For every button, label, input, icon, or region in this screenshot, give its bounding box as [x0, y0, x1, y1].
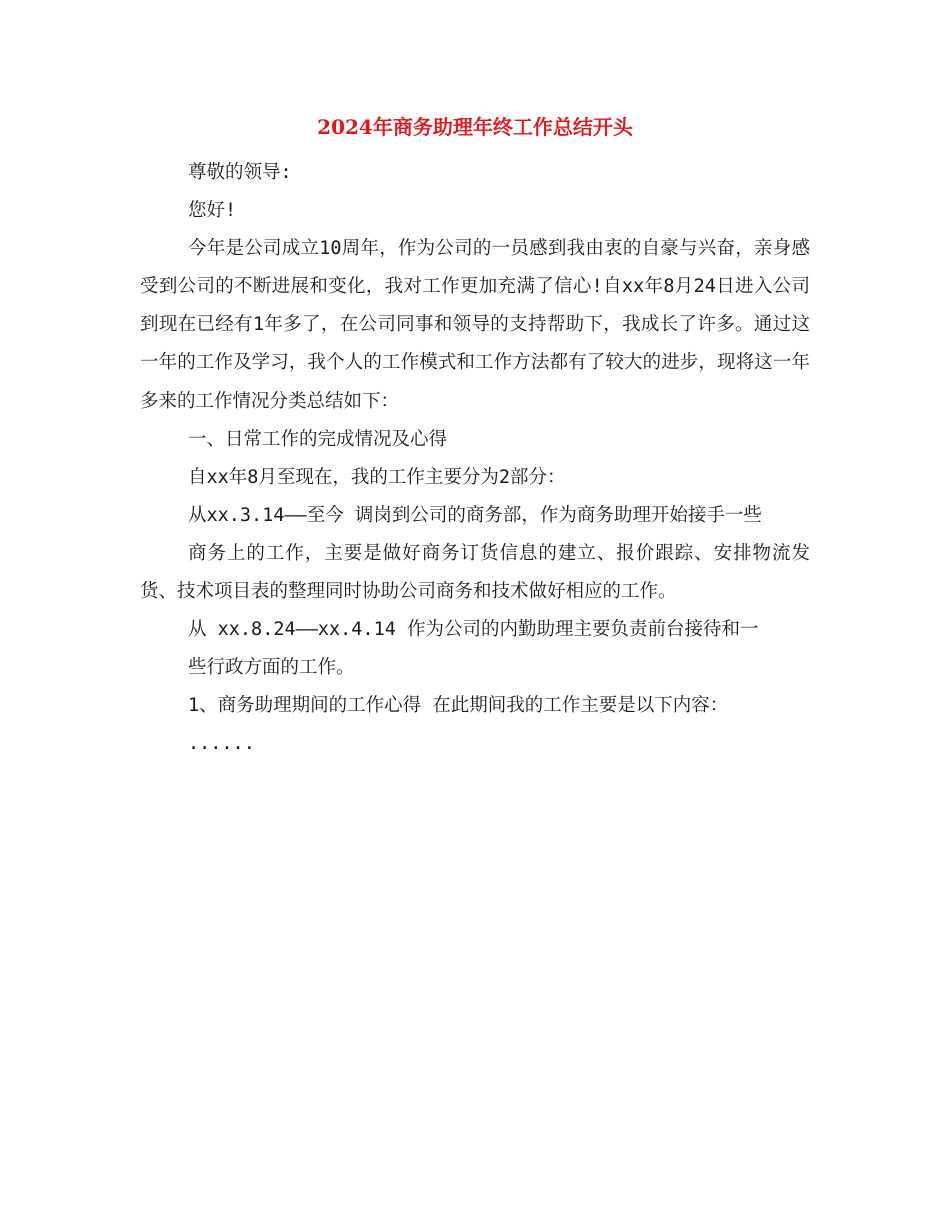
greeting: 您好!	[188, 200, 237, 222]
document-title: 2024年商务助理年终工作总结开头	[317, 115, 633, 139]
period-one-detail-paragraph: 商务上的工作，主要是做好商务订货信息的建立、报价跟踪、安排物流发货、技术项目表的整理同时协助公司商务和技术做好相应的工作。	[140, 542, 810, 603]
salutation: 尊敬的领导:	[188, 162, 292, 183]
subsection-heading: 1、商务助理期间的工作心得 在此期间我的工作主要是以下内容：	[188, 695, 729, 717]
document-body	[140, 154, 810, 764]
period-one-paragraph: 从xx.3.14——至今 调岗到公司的商务部，作为商务助理开始接手一些	[188, 504, 762, 526]
period-two-detail-paragraph: 些行政方面的工作。	[188, 657, 355, 679]
period-two-paragraph: 从 xx.8.24——xx.4.14 作为公司的内勤助理主要负责前台接待和一	[188, 619, 759, 641]
work-overview-paragraph: 自xx年8月至现在，我的工作主要分为2部分：	[188, 466, 566, 488]
intro-paragraph: 今年是公司成立10周年，作为公司的一员感到我由衷的自豪与兴奋，亲身感受到公司的不断进展和变化，我对工作更加充满了信心!自xx年8月24日进入公司到现在已经有1年多了，在公司同事和领导的支持帮助下，我成长了许多。通过这一年的工作及学习，我个人的工作模式和工作方法都有了较大的进步，现将这一年多来的工作情况分类总结如下：	[140, 238, 810, 412]
ellipsis-line: ......	[188, 733, 255, 755]
section-heading: 一、日常工作的完成情况及心得	[188, 428, 448, 450]
